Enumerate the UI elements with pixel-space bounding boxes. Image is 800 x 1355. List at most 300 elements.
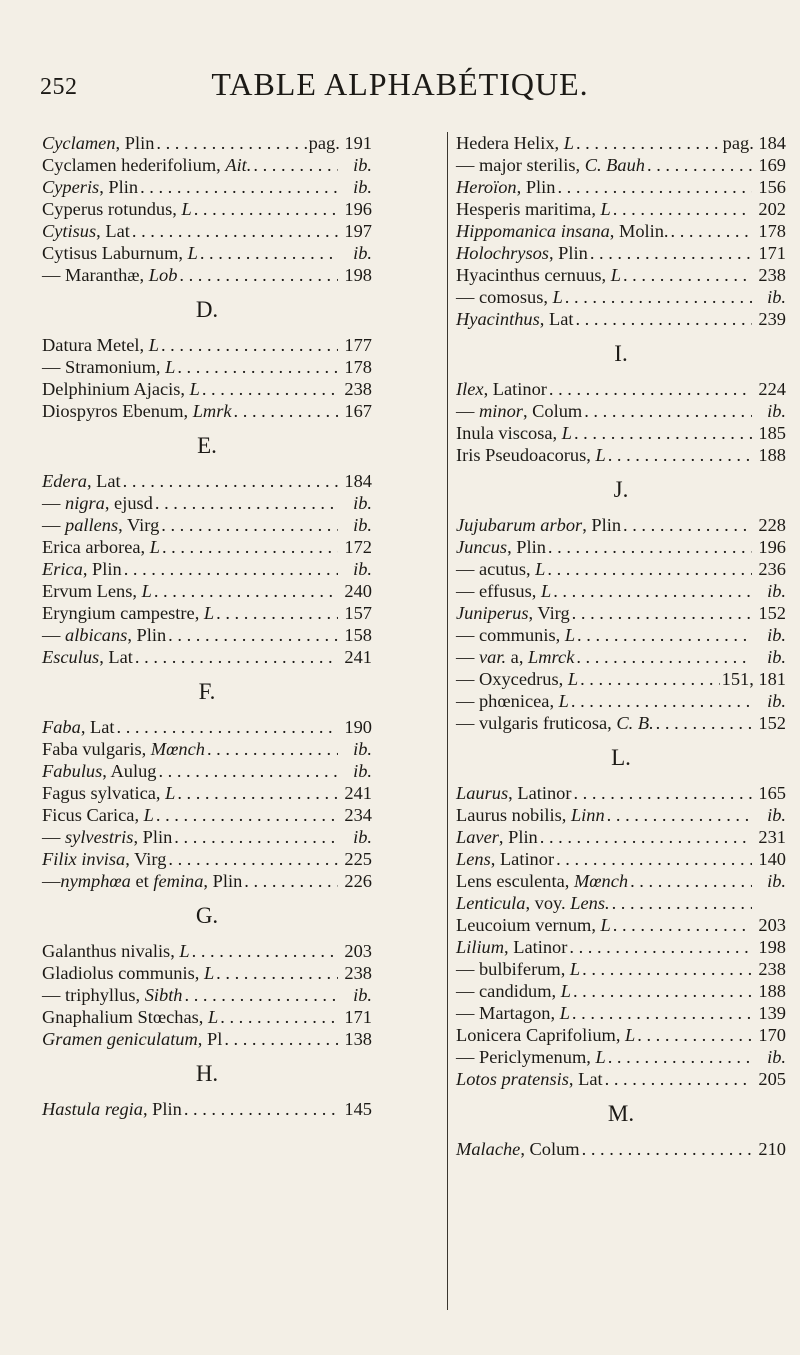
section-j (456, 514, 786, 734)
entry-term-italic: L (203, 963, 215, 983)
column-rule (447, 132, 448, 1310)
entry-term-roman: , Lat (99, 647, 133, 667)
index-entry (456, 422, 786, 444)
page-reference: 140 (758, 849, 786, 869)
page-reference: ib. (767, 805, 786, 825)
entry-term-italic: Lenticula (456, 893, 526, 913)
page-reference: 171 (758, 243, 786, 263)
index-entry (42, 470, 372, 492)
leader-dots (573, 782, 752, 804)
index-entry (456, 936, 786, 958)
entry-term (456, 308, 573, 330)
leader-dots (671, 220, 752, 242)
entry-term-roman: — (42, 625, 65, 645)
leader-dots (135, 646, 338, 668)
entry-term-italic: L (540, 581, 552, 601)
page-reference: ib. (353, 515, 372, 535)
leader-dots (123, 470, 338, 492)
entry-term-roman: , Plin (133, 827, 173, 847)
section-letter-h: H. (195, 1061, 219, 1086)
page-reference: 156 (758, 177, 786, 197)
entry-term-roman: Lonicera Caprifolium, (456, 1025, 626, 1045)
leader-dots (155, 492, 338, 514)
entry-term-italic: Mœnch (573, 871, 629, 891)
leader-dots (156, 804, 338, 826)
entry-term (42, 716, 115, 738)
entry-term-italic: Mœnch (150, 739, 205, 759)
page-reference: ib. (767, 691, 786, 711)
entry-term-roman: — effusus, (456, 581, 541, 601)
page-reference: 226 (344, 871, 372, 891)
leader-dots (161, 514, 338, 536)
page-reference: ib. (767, 647, 786, 667)
page-reference: 177 (344, 335, 372, 355)
entry-term-italic: L (600, 915, 611, 935)
leader-dots (117, 716, 338, 738)
entry-term-italic: Cyclamen (42, 133, 116, 153)
entry-term-roman: Inula viscosa, (456, 423, 562, 443)
page-reference: 238 (344, 379, 372, 399)
section-d (42, 334, 372, 422)
entry-term-roman: , Latinor (490, 849, 555, 869)
index-entry (456, 176, 786, 198)
leader-dots (185, 984, 339, 1006)
leader-dots (253, 154, 338, 176)
entry-term-italic: L (564, 625, 576, 645)
entry-term-italic: Esculus (42, 647, 100, 667)
index-entry (42, 378, 372, 400)
entry-term (42, 738, 205, 760)
index-entry (42, 198, 372, 220)
entry-term-italic: Linn (570, 805, 605, 825)
page-reference: 210 (758, 1139, 786, 1159)
entry-term-italic: Hippomanica insana (456, 221, 610, 241)
index-entry (42, 264, 372, 286)
entry-term (456, 154, 645, 176)
entry-term-roman: a, (506, 647, 529, 667)
entry-term (456, 1138, 580, 1160)
entry-term-italic: L (143, 805, 154, 825)
entry-term (456, 624, 575, 646)
page-reference: 241 (344, 647, 372, 667)
index-entry (456, 1024, 786, 1046)
index-entry (42, 848, 372, 870)
entry-term-roman: Cyperus rotundus, (42, 199, 182, 219)
page-reference: ib. (353, 155, 372, 175)
entry-term-italic: Lmrck (528, 647, 575, 667)
page-reference: 170 (758, 1025, 786, 1045)
leader-dots (576, 132, 721, 154)
entry-term-italic: nymphœa (60, 871, 131, 891)
entry-term (456, 286, 563, 308)
entry-term-roman: , Plin (142, 1099, 182, 1119)
entry-term-roman: — communis, (456, 625, 565, 645)
index-entry (42, 220, 372, 242)
index-entry (456, 132, 786, 154)
index-entry (456, 580, 786, 602)
leader-dots (572, 602, 752, 624)
leader-dots (582, 1138, 752, 1160)
page-reference: 238 (344, 963, 372, 983)
index-entry (42, 738, 372, 760)
entry-term-roman: Cytisus Laburnum, (42, 243, 188, 263)
leader-dots (575, 308, 752, 330)
index-entry (42, 176, 372, 198)
page-reference: ib. (767, 1047, 786, 1067)
entry-term (42, 1028, 222, 1050)
entry-term (456, 1046, 606, 1068)
entry-term (456, 848, 554, 870)
entry-term (456, 132, 574, 154)
entry-term-roman: , Latinor (504, 937, 568, 957)
entry-term-roman: , Latinor (483, 379, 547, 399)
page-reference: ib. (767, 871, 786, 891)
entry-term-italic: Lens (456, 849, 491, 869)
index-entry (42, 356, 372, 378)
entry-term (456, 1068, 603, 1090)
entry-term-roman: , Latinor (508, 783, 572, 803)
index-entry (42, 782, 372, 804)
entry-term-italic: L (559, 1003, 570, 1023)
entry-term-roman: , Virg (118, 515, 160, 535)
leader-dots (569, 936, 752, 958)
leader-dots (234, 400, 338, 422)
entry-term (456, 712, 654, 734)
entry-term-roman: — phœnicea, (456, 691, 559, 711)
page-reference: 165 (758, 783, 786, 803)
entry-term-roman: Erica arborea, (42, 537, 150, 557)
entry-term-italic: L (165, 357, 176, 377)
entry-term-italic: Ait. (225, 155, 252, 175)
page-reference: 139 (758, 1003, 786, 1023)
section-letter-j: J. (613, 477, 629, 502)
page-reference: 197 (344, 221, 372, 241)
page-reference: 240 (344, 581, 372, 601)
page-reference: ib. (353, 761, 372, 781)
page-reference: 228 (758, 515, 786, 535)
leader-dots (582, 958, 752, 980)
index-entry (42, 870, 372, 892)
index-entry (456, 242, 786, 264)
leader-dots (637, 1024, 752, 1046)
entry-term-italic: L (558, 691, 569, 711)
leader-dots (244, 870, 338, 892)
entry-term-italic: L (561, 423, 572, 443)
entry-term-roman: — bulbiferum, (456, 959, 570, 979)
page-reference: ib. (767, 581, 786, 601)
page-reference: 171 (344, 1007, 372, 1027)
section-g (42, 940, 372, 1050)
leader-dots (656, 712, 752, 734)
page-reference: ib. (353, 827, 372, 847)
leader-dots (202, 378, 338, 400)
page-reference: 190 (344, 717, 372, 737)
page-reference: 225 (344, 849, 372, 869)
entry-term-italic: Faba (42, 717, 81, 737)
index-entry (42, 1028, 372, 1050)
entry-term (456, 892, 610, 914)
entry-term (42, 782, 175, 804)
entry-term (456, 536, 546, 558)
entry-term-roman: Diospyros Ebenum, (42, 401, 193, 421)
index-entry (456, 1046, 786, 1068)
leader-dots (580, 668, 720, 690)
page-reference: 167 (344, 401, 372, 421)
entry-term-italic: L (149, 537, 160, 557)
entry-term-italic: Laurus (456, 783, 509, 803)
index-entry (456, 848, 786, 870)
entry-term (42, 984, 183, 1006)
entry-term-roman: Gnaphalium Stœchas, (42, 1007, 209, 1027)
index-entry (42, 602, 372, 624)
leader-dots (192, 940, 338, 962)
entry-term (456, 826, 538, 848)
entry-term-roman: , Plin (127, 625, 167, 645)
index-entry (42, 400, 372, 422)
entry-term-italic: Hastula regia (42, 1099, 143, 1119)
leader-dots (647, 154, 752, 176)
entry-term-italic: L (208, 1007, 219, 1027)
leader-dots (540, 826, 752, 848)
entry-term (456, 936, 567, 958)
entry-term-italic: albicans (65, 625, 128, 645)
page-reference: ib. (353, 739, 372, 759)
leader-dots (608, 444, 752, 466)
leader-dots (174, 826, 338, 848)
entry-term-italic: L (600, 199, 611, 219)
entry-term (456, 558, 545, 580)
entry-term-italic: nigra (65, 493, 105, 513)
index-entry (456, 646, 786, 668)
index-entry (456, 782, 786, 804)
entry-term-italic: Fabulus (42, 761, 103, 781)
index-entry (42, 536, 372, 558)
section-h-right (456, 132, 786, 330)
entry-term (456, 514, 621, 536)
leader-dots (177, 782, 338, 804)
entry-term-roman: — Stramonium, (42, 357, 166, 377)
index-entry (456, 220, 786, 242)
entry-term-roman: , Colum (522, 401, 583, 421)
page-reference: 145 (344, 1099, 372, 1119)
entry-term (42, 264, 177, 286)
entry-term (456, 580, 551, 602)
leader-dots (607, 804, 752, 826)
leader-dots (220, 1006, 338, 1028)
section-i (456, 378, 786, 466)
page-reference: 178 (344, 357, 372, 377)
leader-dots (140, 176, 338, 198)
index-entry (456, 804, 786, 826)
entry-term-roman: Ficus Carica, (42, 805, 144, 825)
entry-term-roman: , Colum (520, 1139, 580, 1159)
index-entry (42, 334, 372, 356)
page-reference: 224 (758, 379, 786, 399)
entry-term (456, 958, 580, 980)
page-reference: 172 (344, 537, 372, 557)
page-reference: ib. (767, 401, 786, 421)
entry-term-italic: Ilex (456, 379, 484, 399)
leader-dots (200, 242, 338, 264)
entry-term-roman: — triphyllus, (42, 985, 145, 1005)
entry-term (456, 198, 611, 220)
entry-term (456, 422, 572, 444)
entry-term (42, 646, 133, 668)
entry-term-roman: — candidum, (456, 981, 561, 1001)
entry-term-roman: , Plin (82, 559, 122, 579)
index-entry (456, 668, 786, 690)
entry-term (456, 602, 570, 624)
leader-dots (577, 624, 752, 646)
page-reference: 158 (344, 625, 372, 645)
entry-term-roman: — major sterilis, (456, 155, 585, 175)
entry-term-roman: Lens esculenta, (456, 871, 574, 891)
entry-term-roman: , Plin (115, 133, 155, 153)
entry-term (42, 760, 156, 782)
page-reference: 241 (344, 783, 372, 803)
index-entry (456, 1068, 786, 1090)
page-reference: ib. (353, 559, 372, 579)
page-reference: 236 (758, 559, 786, 579)
entry-term (42, 198, 192, 220)
leader-dots (557, 176, 752, 198)
index-entry (456, 914, 786, 936)
entry-term-roman: , Lat (96, 221, 130, 241)
leader-dots (584, 400, 752, 422)
entry-term-italic: L (141, 581, 152, 601)
entry-term-roman: — comosus, (456, 287, 553, 307)
index-entry (456, 712, 786, 734)
section-letter-e: E. (197, 433, 217, 458)
entry-term-italic: var. (479, 647, 507, 667)
leader-dots (608, 1046, 752, 1068)
entry-term (42, 962, 214, 984)
entry-term-italic: Jujubarum arbor (456, 515, 583, 535)
entry-term-roman: — (456, 647, 479, 667)
section-letter-g: G. (195, 903, 219, 928)
entry-term-italic: L (179, 941, 190, 961)
entry-term (42, 400, 232, 422)
entry-term-italic: L (535, 559, 546, 579)
entry-term-italic: L (595, 445, 606, 465)
entry-term-italic: L (625, 1025, 636, 1045)
leader-dots (156, 132, 306, 154)
leader-dots (571, 690, 752, 712)
index-entry (42, 646, 372, 668)
entry-term-roman: , Plin (582, 515, 622, 535)
index-entry (456, 400, 786, 422)
page-reference: ib. (767, 625, 786, 645)
entry-term-roman: — (42, 871, 61, 891)
entry-term-italic: Lens. (570, 893, 610, 913)
index-entry (42, 804, 372, 826)
entry-term-roman: , Plin (99, 177, 139, 197)
index-entry (42, 132, 372, 154)
entry-term-roman: , Lat (568, 1069, 603, 1089)
index-entry (456, 980, 786, 1002)
leader-dots (224, 1028, 338, 1050)
leader-dots (177, 356, 338, 378)
entry-term-italic: femina (153, 871, 204, 891)
entry-term-roman: , Plin (498, 827, 538, 847)
entry-term (456, 646, 574, 668)
page-reference: ib. (353, 177, 372, 197)
entry-term-italic: Cyperis (42, 177, 100, 197)
entry-term-italic: L (181, 199, 192, 219)
entry-term-roman: Ervum Lens, (42, 581, 142, 601)
index-entry (42, 624, 372, 646)
leader-dots (179, 264, 338, 286)
entry-term (42, 154, 251, 176)
entry-term-roman: , Aulug (102, 761, 157, 781)
entry-term (456, 914, 611, 936)
entry-term-italic: Edera (42, 471, 87, 491)
entry-term-roman: Hyacinthus cernuus, (456, 265, 611, 285)
entry-term-roman: Eryngium campestre, (42, 603, 204, 623)
entry-term (42, 870, 242, 892)
index-entry (456, 378, 786, 400)
page-reference: 169 (758, 155, 786, 175)
index-entry (456, 264, 786, 286)
entry-term-roman: Datura Metel, (42, 335, 149, 355)
section-h-left (42, 1098, 372, 1120)
entry-term-italic: L (567, 669, 579, 689)
entry-term-italic: L (560, 981, 571, 1001)
entry-term (42, 602, 214, 624)
entry-term-roman: , Plin (516, 177, 556, 197)
leader-dots (161, 334, 338, 356)
page-reference: 151, 181 (721, 669, 786, 689)
right-column (456, 132, 786, 1160)
entry-term (456, 782, 571, 804)
leader-dots (184, 1098, 338, 1120)
entry-term-roman: Faba vulgaris, (42, 739, 151, 759)
leader-dots (154, 580, 338, 602)
entry-term-italic: C. Bauh (584, 155, 646, 175)
index-entry (42, 984, 372, 1006)
page-reference: 234 (344, 805, 372, 825)
section-letter-f: F. (198, 679, 216, 704)
entry-term (42, 334, 159, 356)
leader-dots (168, 848, 338, 870)
entry-term-italic: Lob (148, 265, 178, 285)
page-reference: ib. (353, 493, 372, 513)
leader-dots (605, 1068, 752, 1090)
entry-term-roman: , Lat (80, 717, 115, 737)
page-reference: 178 (758, 221, 786, 241)
entry-term-italic: L (610, 265, 621, 285)
entry-term-roman: Galanthus nivalis, (42, 941, 180, 961)
entry-term-italic: Lmrk (192, 401, 232, 421)
page-reference: 157 (344, 603, 372, 623)
entry-term (42, 826, 172, 848)
entry-term-italic: Sibth (144, 985, 183, 1005)
entry-term-roman: Iris Pseudoacorus, (456, 445, 596, 465)
index-entry (42, 514, 372, 536)
leader-dots (553, 580, 752, 602)
entry-term (42, 378, 200, 400)
entry-term (456, 668, 578, 690)
entry-term-roman: — (42, 515, 65, 535)
entry-term-roman: Laurus nobilis, (456, 805, 571, 825)
entry-term-italic: Gramen geniculatum (42, 1029, 198, 1049)
page-reference: 202 (758, 199, 786, 219)
entry-term (42, 536, 160, 558)
entry-term-roman: , Virg (125, 849, 167, 869)
entry-term (456, 242, 588, 264)
entry-term-italic: minor (479, 401, 523, 421)
page-reference: ib. (767, 287, 786, 307)
